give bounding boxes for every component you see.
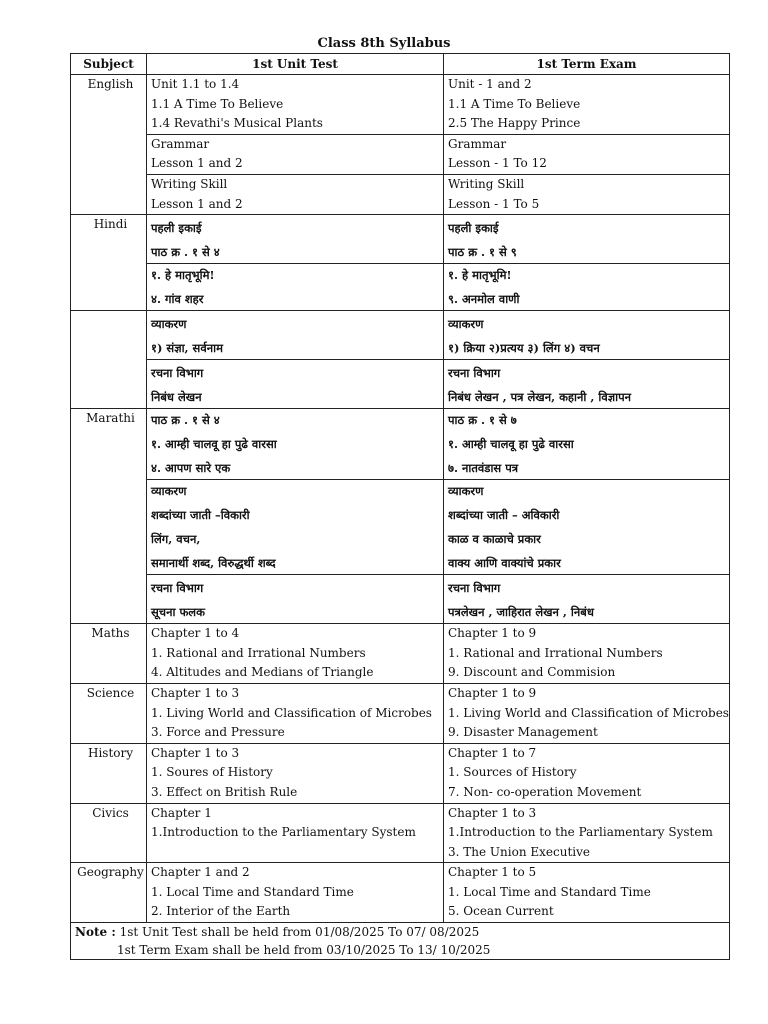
header-row [71,54,730,75]
unit-cell: रचना विभाग निबंध लेखन [147,360,444,409]
term-cell: व्याकरण १) क्रिया २)प्रत्यय ३) लिंग ४) वचन [444,311,730,360]
table-row [71,863,730,923]
subject-empty [71,311,147,409]
table-row [71,174,730,214]
table-row [71,134,730,174]
unit-cell: Chapter 1 to 3 1. Living World and Classification of Microbes 3. Force and Pressure [147,683,444,743]
term-cell: Writing Skill Lesson - 1 To 5 [444,174,730,214]
header-subject: Subject [71,54,147,75]
note-line-1: 1st Unit Test shall be held from 01/08/2025 To 07/ 08/2025 [115,925,480,940]
unit-cell: पहली इकाई पाठ क्र . १ से ४ [147,215,444,264]
unit-cell: रचना विभाग सूचना फलक [147,575,444,624]
note-row [71,923,730,960]
header-unit-test: 1st Unit Test [147,54,444,75]
term-cell: पहली इकाई पाठ क्र . १ से ९ [444,215,730,264]
subject-science: Science [71,683,147,743]
term-cell: १. हे मातृभूमि! ९. अनमोल वाणी [444,264,730,311]
term-cell: Chapter 1 to 3 1.Introduction to the Parliamentary System 3. The Union Executive [444,803,730,863]
table-row [71,743,730,803]
table-row [71,575,730,624]
term-cell: रचना विभाग पत्रलेखन , जाहिरात लेखन , निबंध [444,575,730,624]
syllabus-table [70,53,730,960]
table-row [71,480,730,575]
table-row [71,360,730,409]
subject-marathi: Marathi [71,409,147,624]
page-title: Class 8th Syllabus [317,36,451,51]
subject-maths: Maths [71,624,147,684]
unit-cell: व्याकरण शब्दांच्या जाती –विकारी लिंग, वचन, समानार्थी शब्द, विरुद्धर्थी शब्द [147,480,444,575]
term-cell: पाठ क्र . १ से ७ १. आम्ही चालवू हा पुढे वारसा ७. नातवंडास पत्र [444,409,730,480]
unit-cell: १. हे मातृभूमि! ४. गांव शहर [147,264,444,311]
unit-cell: Chapter 1 to 4 1. Rational and Irrational Numbers 4. Altitudes and Medians of Triangle [147,624,444,684]
unit-cell: Unit 1.1 to 1.4 1.1 A Time To Believe 1.4 Revathi's Musical Plants [147,75,444,135]
table-row [71,264,730,311]
term-cell: Chapter 1 to 7 1. Sources of History 7. Non- co-operation Movement [444,743,730,803]
subject-civics: Civics [71,803,147,863]
subject-english: English [71,75,147,215]
table-row [71,624,730,684]
table-row [71,683,730,743]
unit-cell: पाठ क्र . १ से ४ १. आम्ही चालवू हा पुढे वारसा ४. आपण सारे एक [147,409,444,480]
term-cell: व्याकरण शब्दांच्या जाती – अविकारी काळ व काळाचे प्रकार वाक्य आणि वाक्यांचे प्रकार [444,480,730,575]
term-cell: Chapter 1 to 5 1. Local Time and Standard Time 5. Ocean Current [444,863,730,923]
unit-cell: Writing Skill Lesson 1 and 2 [147,174,444,214]
term-cell: Grammar Lesson - 1 To 12 [444,134,730,174]
unit-cell: Grammar Lesson 1 and 2 [147,134,444,174]
subject-hindi: Hindi [71,215,147,311]
table-row [71,803,730,863]
unit-cell: व्याकरण १) संज्ञा, सर्वनाम [147,311,444,360]
subject-history: History [71,743,147,803]
note-line-2: 1st Term Exam shall be held from 03/10/2025 To 13/ 10/2025 [117,943,491,958]
term-cell: Chapter 1 to 9 1. Living World and Classification of Microbes 9. Disaster Management [444,683,730,743]
table-row [71,409,730,480]
term-cell: Chapter 1 to 9 1. Rational and Irrational Numbers 9. Discount and Commision [444,624,730,684]
table-row [71,311,730,360]
subject-geography: Geography [71,863,147,923]
unit-cell: Chapter 1 1.Introduction to the Parliamentary System [147,803,444,863]
table-row [71,215,730,264]
unit-cell: Chapter 1 and 2 1. Local Time and Standard Time 2. Interior of the Earth [147,863,444,923]
note-label: Note : [75,925,116,940]
term-cell: रचना विभाग निबंध लेखन , पत्र लेखन, कहानी , विज्ञापन [444,360,730,409]
term-cell: Unit - 1 and 2 1.1 A Time To Believe 2.5 The Happy Prince [444,75,730,135]
table-row [71,75,730,135]
unit-cell: Chapter 1 to 3 1. Soures of History 3. Effect on British Rule [147,743,444,803]
note-cell [71,923,730,960]
header-term-exam: 1st Term Exam [444,54,730,75]
